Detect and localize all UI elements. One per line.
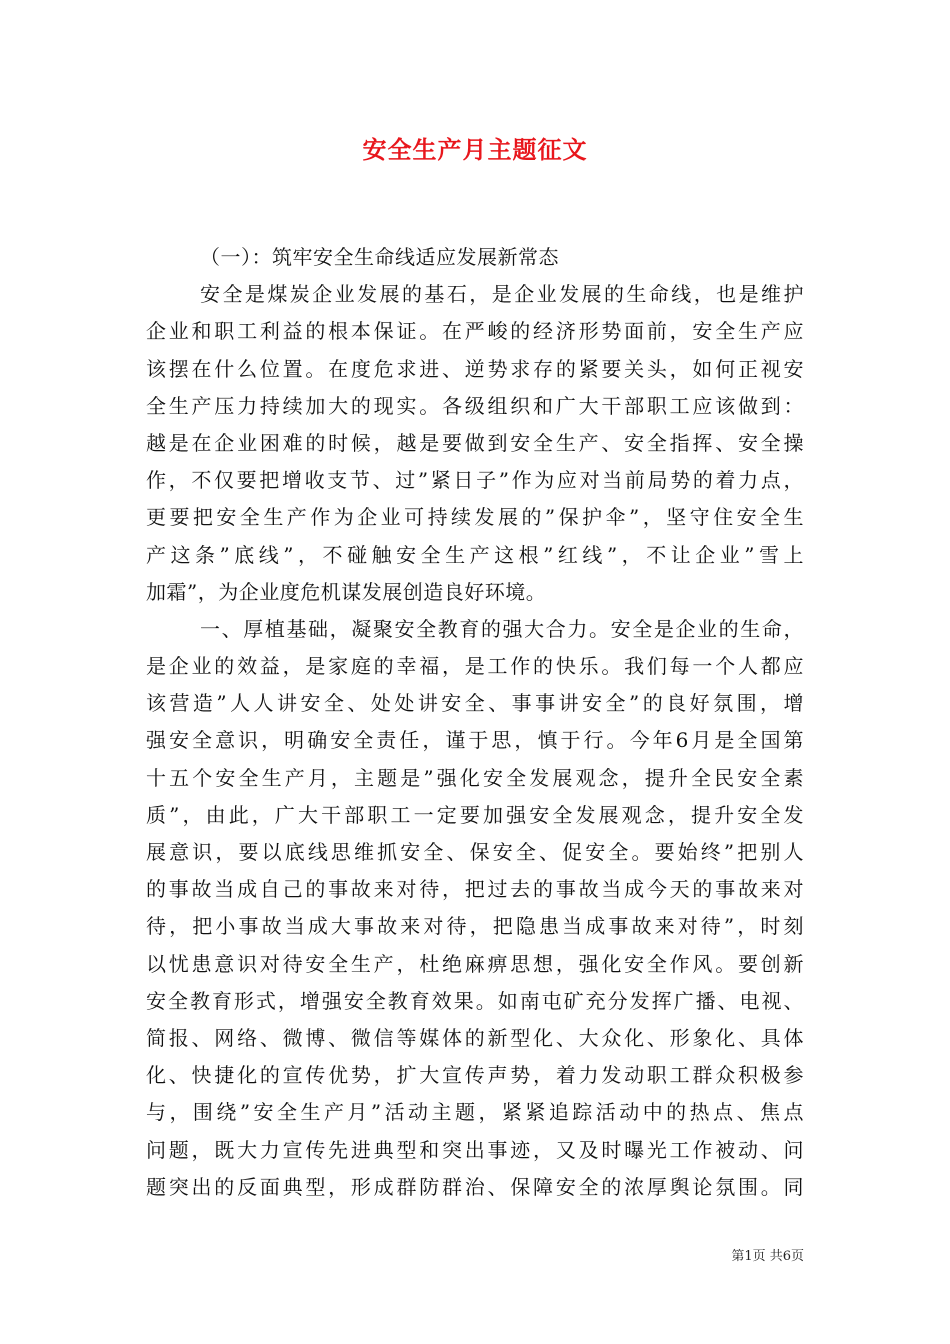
page-footer: 第1页 共6页 bbox=[731, 1249, 804, 1264]
page-title: 安全生产月主题征文 bbox=[362, 135, 588, 164]
text-line: 安全教育形式，增强安全教育效果。如南屯矿充分发挥广播、电视、 bbox=[146, 988, 804, 1013]
text-line: 是企业的效益，是家庭的幸福，是工作的快乐。我们每一个人都应 bbox=[146, 654, 804, 679]
text-line: 以忧患意识对待安全生产，杜绝麻痹思想，强化安全作风。要创新 bbox=[146, 951, 804, 976]
text-line: 与，围绕”安全生产月”活动主题，紧紧追踪活动中的热点、焦点 bbox=[146, 1100, 804, 1125]
text-line: 问题，既大力宣传先进典型和突出事迹，又及时曝光工作被动、问 bbox=[146, 1137, 804, 1162]
text-line: 质”，由此，广大干部职工一定要加强安全发展观念，提升安全发 bbox=[146, 802, 804, 827]
text-line: 简报、网络、微博、微信等媒体的新型化、大众化、形象化、具体 bbox=[146, 1025, 804, 1050]
text-line: 该营造”人人讲安全、处处讲安全、事事讲安全”的良好氛围，增 bbox=[146, 691, 804, 716]
text-line: 安全是煤炭企业发展的基石，是企业发展的生命线，也是维护 bbox=[200, 282, 804, 307]
text-line: 加霜”，为企业度危机谋发展创造良好环境。 bbox=[146, 579, 547, 604]
text-line: 的事故当成自己的事故来对待，把过去的事故当成今天的事故来对 bbox=[146, 877, 804, 902]
text-line: 越是在企业困难的时候，越是要做到安全生产、安全指挥、安全操 bbox=[146, 430, 804, 455]
text-line: 该摆在什么位置。在度危求进、逆势求存的紧要关头，如何正视安 bbox=[146, 356, 804, 381]
text-line: （一）：筑牢安全生命线适应发展新常态 bbox=[200, 245, 559, 269]
text-line: 强安全意识，明确安全责任，谨于思，慎于行。今年6月是全国第 bbox=[146, 728, 804, 753]
document-body bbox=[146, 239, 804, 1206]
text-line: 全生产压力持续加大的现实。各级组织和广大干部职工应该做到： bbox=[146, 393, 804, 418]
text-line: 十五个安全生产月，主题是”强化安全发展观念，提升全民安全素 bbox=[146, 765, 804, 790]
text-line: 更要把安全生产作为企业可持续发展的”保护伞”，坚守住安全生 bbox=[146, 505, 804, 530]
text-line: 展意识，要以底线思维抓安全、保安全、促安全。要始终”把别人 bbox=[146, 840, 804, 864]
text-line: 产这条”底线”，不碰触安全生产这根”红线”，不让企业”雪上 bbox=[146, 542, 804, 567]
text-line: 题突出的反面典型，形成群防群治、保障安全的浓厚舆论氛围。同 bbox=[146, 1174, 804, 1199]
text-line: 一、厚植基础，凝聚安全教育的强大合力。安全是企业的生命， bbox=[200, 616, 804, 641]
text-line: 企业和职工利益的根本保证。在严峻的经济形势面前，安全生产应 bbox=[146, 319, 804, 344]
text-line: 待，把小事故当成大事故来对待，把隐患当成事故来对待”，时刻 bbox=[146, 914, 804, 939]
text-line: 化、快捷化的宣传优势，扩大宣传声势，着力发动职工群众积极参 bbox=[146, 1063, 804, 1088]
text-line: 作，不仅要把增收支节、过”紧日子”作为应对当前局势的着力点， bbox=[146, 468, 804, 493]
